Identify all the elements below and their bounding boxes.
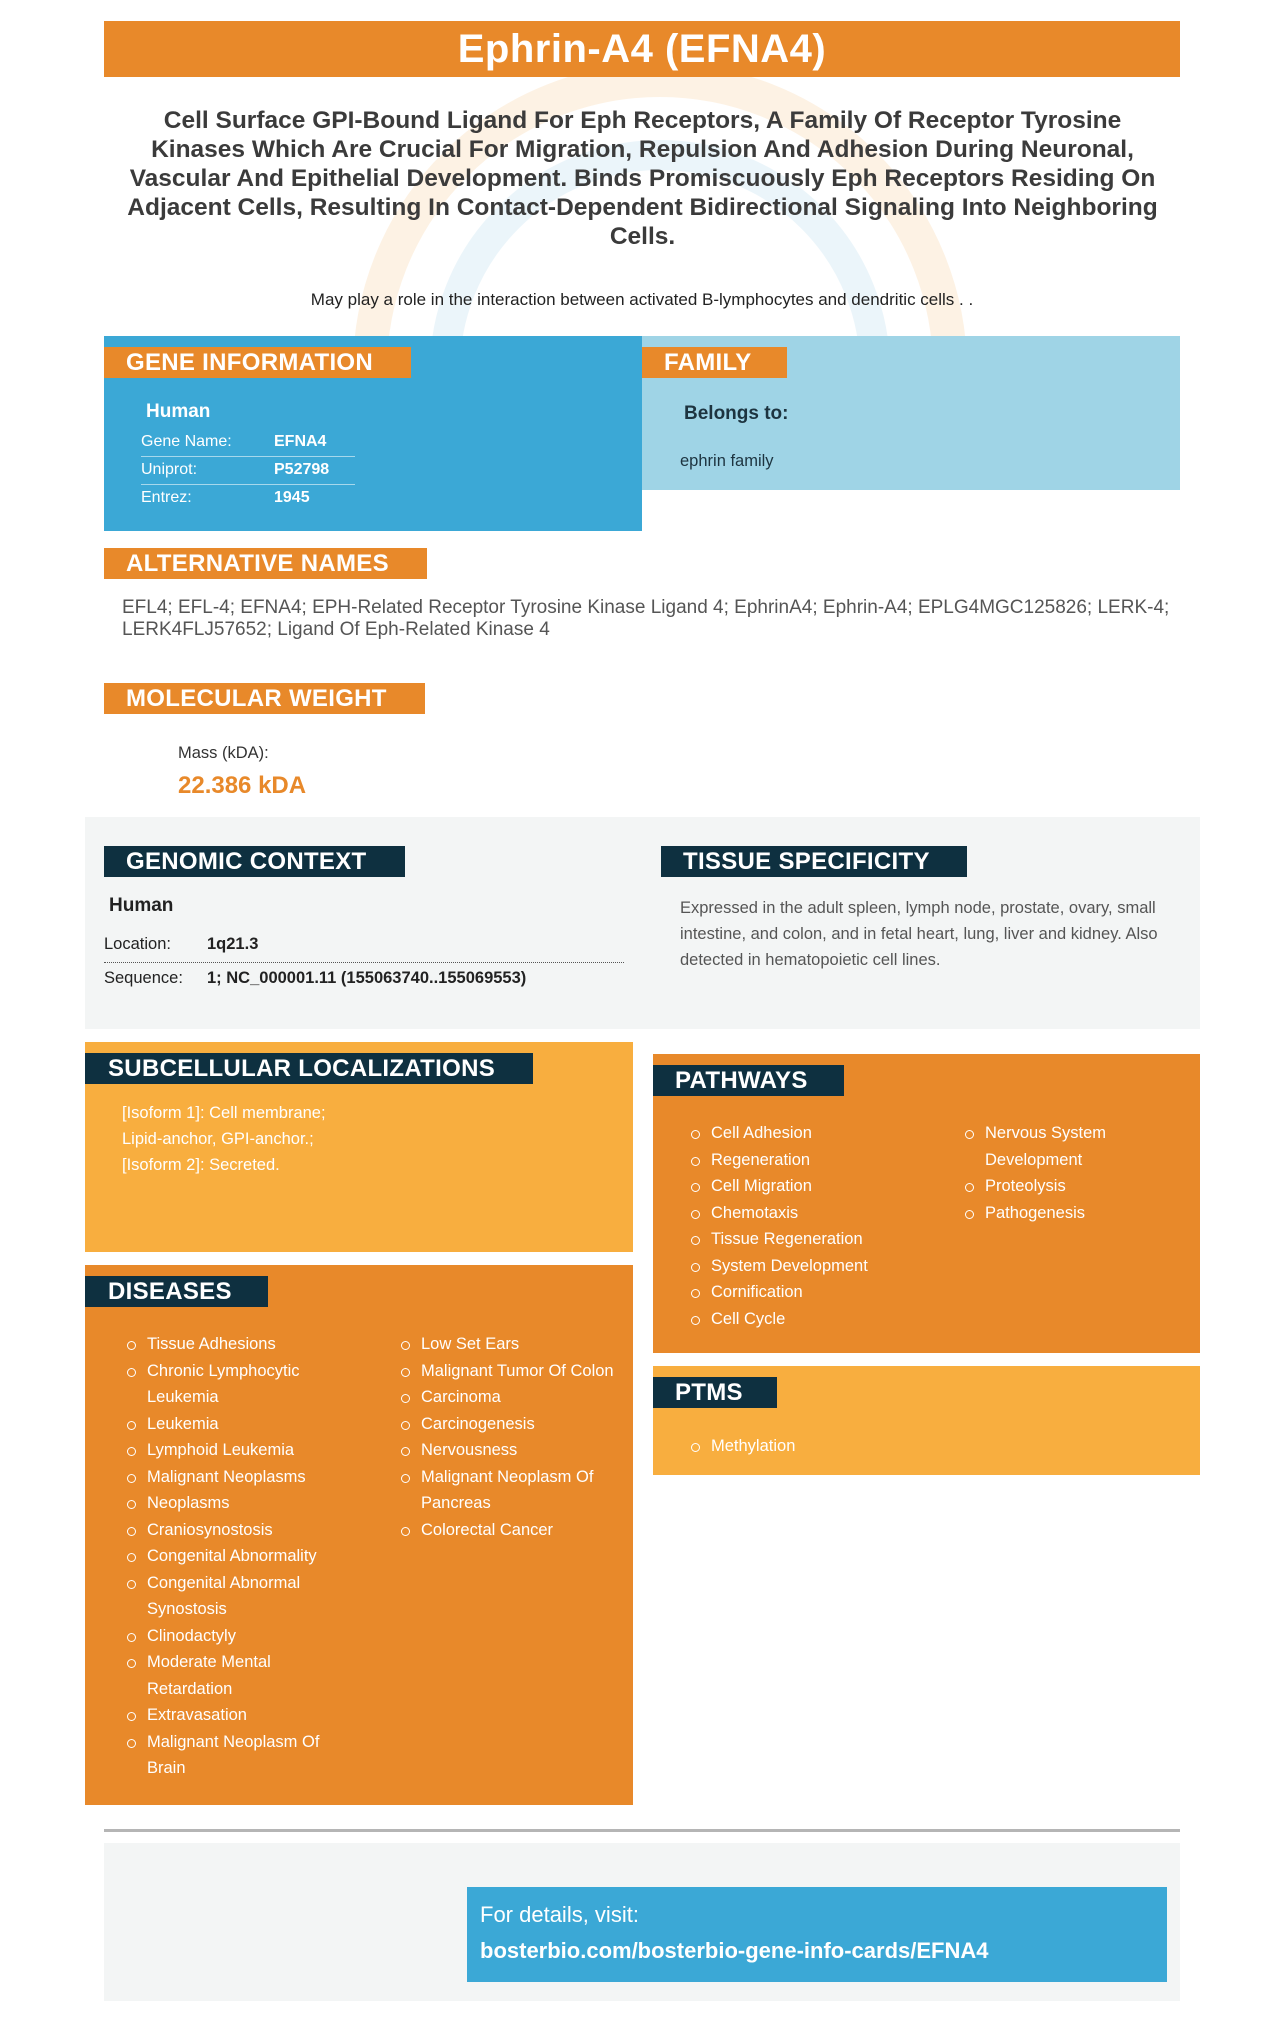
list-item: Methylation <box>688 1433 938 1460</box>
entrez-value: 1945 <box>274 489 310 506</box>
mass-label: Mass (kDA): <box>178 744 269 762</box>
list-item: Proteolysis <box>962 1173 1162 1200</box>
family-heading: FAMILY <box>642 347 787 378</box>
diseases-list-col2 <box>398 1331 623 1543</box>
gene-note: May play a role in the interaction between activated B-lymphocytes and dendritic cells . . <box>310 290 974 309</box>
list-item: Malignant Neoplasm Of Pancreas <box>398 1464 623 1517</box>
list-item: Leukemia <box>124 1411 354 1438</box>
list-item: Moderate Mental Retardation <box>124 1649 354 1702</box>
belongs-to-label: Belongs to: <box>684 403 789 424</box>
list-item: Cornification <box>688 1279 908 1306</box>
gene-information-heading: GENE INFORMATION <box>104 347 411 378</box>
list-item: System Development <box>688 1253 908 1280</box>
list-item: Low Set Ears <box>398 1331 623 1358</box>
details-label: For details, visit: <box>480 1902 639 1927</box>
list-item: Clinodactyly <box>124 1623 354 1650</box>
gene-row-divider <box>141 456 355 457</box>
list-item: Nervousness <box>398 1437 623 1464</box>
molecular-weight-heading: MOLECULAR WEIGHT <box>104 683 425 714</box>
list-item: Chemotaxis <box>688 1200 908 1227</box>
genomic-context-heading: GENOMIC CONTEXT <box>104 846 405 877</box>
diseases-heading: DISEASES <box>85 1276 268 1307</box>
ptms-heading: PTMS <box>653 1377 777 1408</box>
pathways-list-col1 <box>688 1120 908 1332</box>
list-item: Malignant Tumor Of Colon <box>398 1358 623 1385</box>
pathways-heading: PATHWAYS <box>653 1065 844 1096</box>
list-item: Chronic Lymphocytic Leukemia <box>124 1358 354 1411</box>
list-item: Malignant Neoplasm Of Brain <box>124 1729 354 1782</box>
list-item: Carcinoma <box>398 1384 623 1411</box>
list-item: Lymphoid Leukemia <box>124 1437 354 1464</box>
footer-divider <box>104 1829 1180 1832</box>
list-item: Extravasation <box>124 1702 354 1729</box>
subcellular-text: [Isoform 1]: Cell membrane; Lipid-anchor, GPI-anchor.; [Isoform 2]: Secreted. <box>122 1104 326 1174</box>
tissue-specificity-heading: TISSUE SPECIFICITY <box>661 846 967 877</box>
sequence-value: 1; NC_000001.11 (155063740..155069553) <box>207 969 527 987</box>
list-item: Colorectal Cancer <box>398 1517 623 1544</box>
location-value: 1q21.3 <box>207 935 259 953</box>
location-label: Location: <box>104 935 171 953</box>
list-item: Craniosynostosis <box>124 1517 354 1544</box>
page-title: Ephrin-A4 (EFNA4) <box>104 21 1180 77</box>
genomic-species: Human <box>109 895 174 916</box>
list-item: Cell Adhesion <box>688 1120 908 1147</box>
list-item: Nervous System Development <box>962 1120 1162 1173</box>
gene-name-label: Gene Name: <box>141 433 232 450</box>
alternative-names-heading: ALTERNATIVE NAMES <box>104 548 427 579</box>
list-item: Regeneration <box>688 1147 908 1174</box>
list-item: Malignant Neoplasms <box>124 1464 354 1491</box>
mass-value: 22.386 kDA <box>178 772 307 799</box>
list-item: Carcinogenesis <box>398 1411 623 1438</box>
list-item: Tissue Regeneration <box>688 1226 908 1253</box>
genomic-divider <box>104 962 624 963</box>
pathways-list-col2 <box>962 1120 1162 1226</box>
entrez-label: Entrez: <box>141 489 192 506</box>
list-item: Cell Migration <box>688 1173 908 1200</box>
gene-name-value: EFNA4 <box>274 433 327 450</box>
diseases-list-col1 <box>124 1331 354 1782</box>
alternative-names-text: EFL4; EFL-4; EFNA4; EPH-Related Receptor Tyrosine Kinase Ligand 4; EphrinA4; Ephrin-A4; EPLG4MGC125826; LERK-4; LERK4FLJ57652; Ligand Of Eph-Related Kinase 4 <box>122 597 1170 640</box>
list-item: Tissue Adhesions <box>124 1331 354 1358</box>
uniprot-label: Uniprot: <box>141 461 198 478</box>
list-item: Congenital Abnormality <box>124 1543 354 1570</box>
family-value: ephrin family <box>680 452 774 470</box>
gene-row-divider <box>141 484 355 485</box>
subcellular-heading: SUBCELLULAR LOCALIZATIONS <box>85 1053 533 1084</box>
list-item: Congenital Abnormal Synostosis <box>124 1570 354 1623</box>
sequence-label: Sequence: <box>104 969 183 987</box>
uniprot-value: P52798 <box>274 461 330 478</box>
tissue-specificity-text: Expressed in the adult spleen, lymph node, prostate, ovary, small intestine, and colon, and in fetal heart, lung, liver and kidney. Also detected in hematopoietic cell lines. <box>680 899 1158 969</box>
list-item: Pathogenesis <box>962 1200 1162 1227</box>
details-link[interactable]: bosterbio.com/bosterbio-gene-info-cards/EFNA4 <box>480 1938 989 1963</box>
list-item: Cell Cycle <box>688 1306 908 1333</box>
list-item: Neoplasms <box>124 1490 354 1517</box>
ptms-list <box>688 1433 938 1460</box>
gene-species: Human <box>146 401 211 422</box>
gene-summary: Cell Surface GPI-Bound Ligand For Eph Receptors, A Family Of Receptor Tyrosine Kinases Which Are Crucial For Migration, Repulsion And Adhesion During Neuronal, Vascular And Epithelial Development. Binds Promiscuously Eph Receptors Residing On Adjacent Cells, Resulting In Contact-Dependent Bidirectional Signaling Into Neighboring Cells. <box>127 107 1158 250</box>
